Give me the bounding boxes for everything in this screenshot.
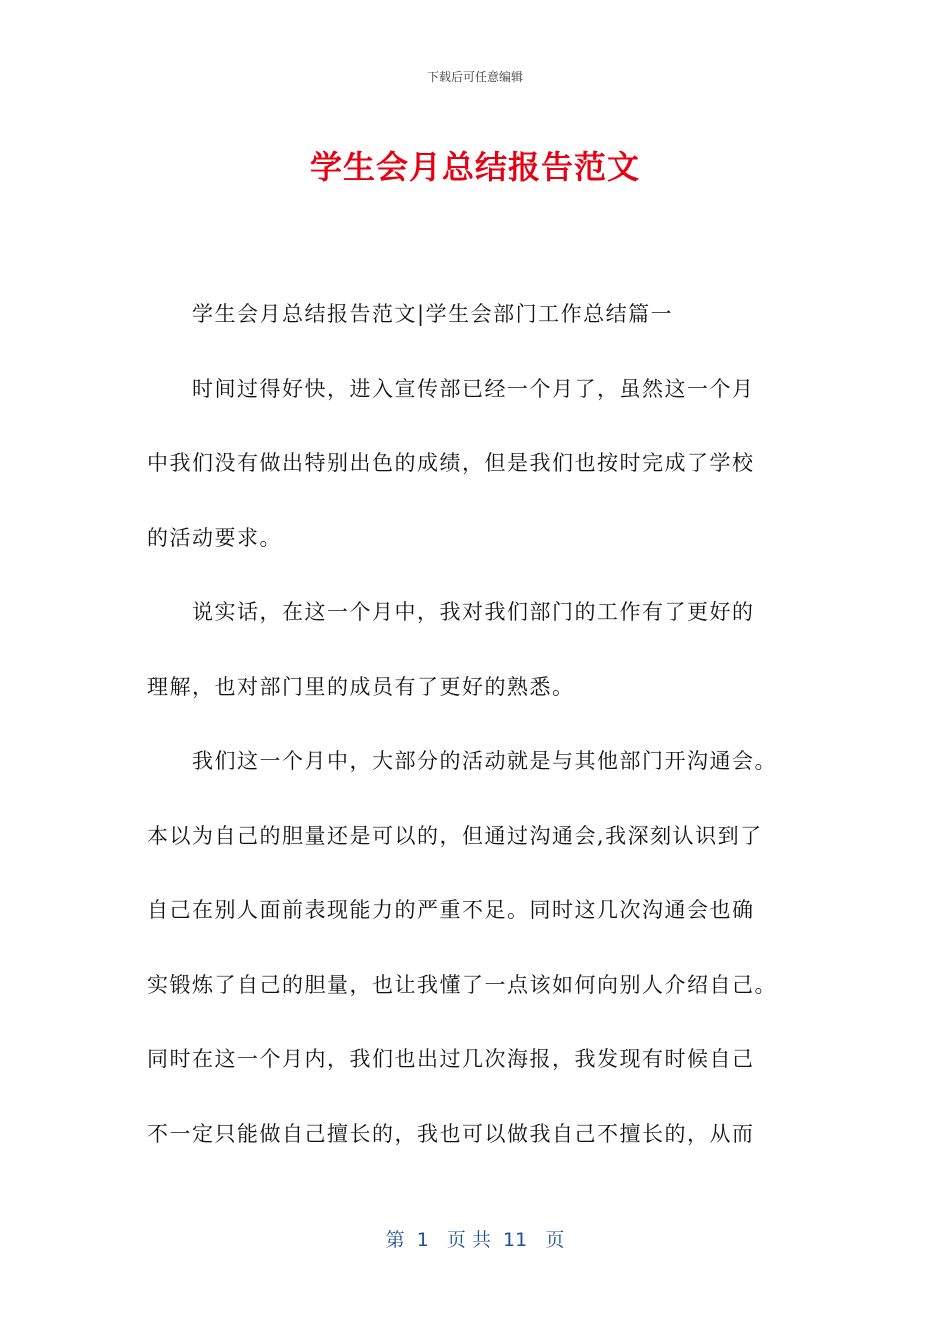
body-line: 学生会月总结报告范文|学生会部门工作总结篇一 (147, 302, 674, 326)
header-note: 下载后可任意编辑 (426, 70, 523, 84)
body-line: 自己在别人面前表现能力的严重不足。同时这几次沟通会也确 (147, 898, 755, 922)
body-line: 时间过得好快，进入宣传部已经一个月了，虽然这一个月 (147, 376, 755, 401)
body-line: 我们这一个月中，大部分的活动就是与其他部门开沟通会。 (147, 749, 777, 773)
body-line: 同时在这一个月内，我们也出过几次海报，我发现有时候自己 (147, 1047, 755, 1071)
page-number-footer: 第 1 页 共 11 页 (385, 1229, 565, 1251)
document-title: 学生会月总结报告范文 (309, 148, 640, 186)
body-line: 不一定只能做自己擅长的，我也可以做我自己不擅长的，从而 (147, 1121, 755, 1146)
body-line: 实锻炼了自己的胆量，也让我懂了一点该如何向别人介绍自己。 (147, 972, 777, 997)
body-line: 本以为自己的胆量还是可以的，但通过沟通会,我深刻认识到了 (147, 823, 763, 848)
body-line: 说实话，在这一个月中，我对我们部门的工作有了更好的 (147, 600, 755, 624)
body-line: 的活动要求。 (147, 525, 282, 550)
body-line: 理解，也对部门里的成员有了更好的熟悉。 (147, 674, 575, 699)
body-line: 中我们没有做出特别出色的成绩，但是我们也按时完成了学校 (147, 451, 755, 475)
document-body (147, 277, 807, 1171)
